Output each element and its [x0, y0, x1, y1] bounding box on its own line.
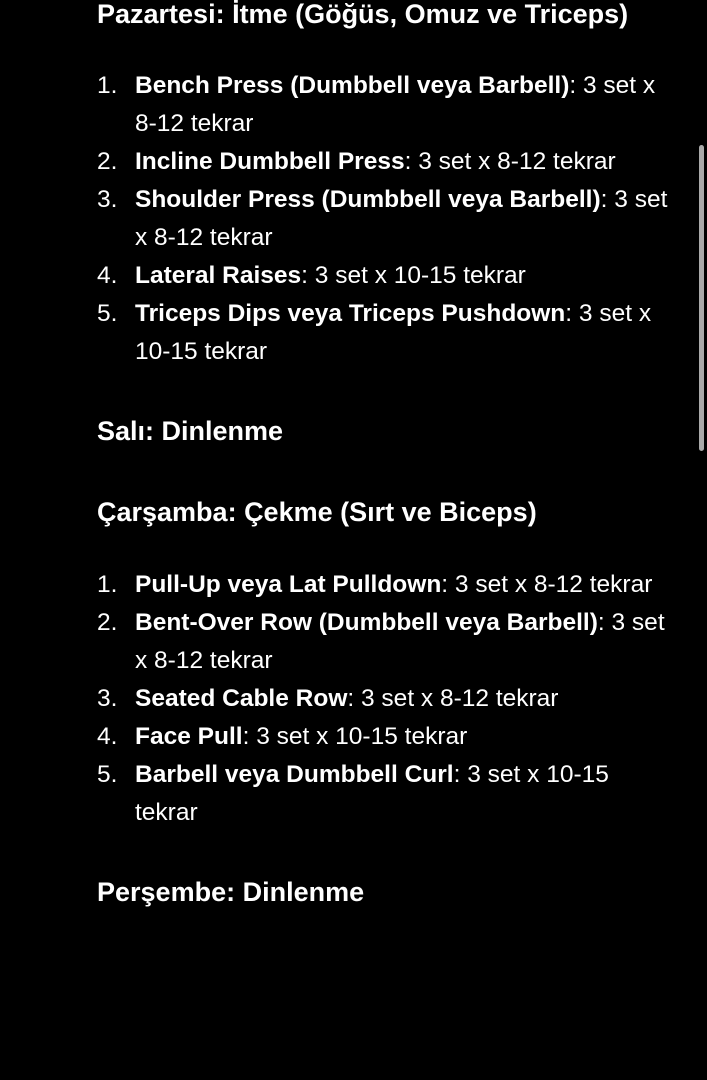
exercise-detail: : 3 set x 10-15 tekrar: [135, 761, 609, 826]
list-item: [97, 181, 677, 257]
monday-exercise-list: [97, 67, 677, 371]
list-item: [97, 718, 677, 756]
list-item-number: 1.: [97, 571, 118, 598]
list-item-number: 1.: [97, 72, 118, 99]
exercise-detail: : 3 set x 10-15 tekrar: [301, 262, 526, 289]
list-item-number: 2.: [97, 148, 118, 175]
monday-heading: Pazartesi: İtme (Göğüs, Omuz ve Triceps): [97, 0, 629, 29]
list-item: [97, 566, 677, 604]
exercise-name: Seated Cable Row: [135, 685, 348, 712]
thursday-heading: Perşembe: Dinlenme: [97, 877, 365, 907]
list-item-number: 5.: [97, 761, 118, 788]
list-item: [97, 604, 677, 680]
exercise-detail: : 3 set x 10-15 tekrar: [135, 300, 652, 365]
wednesday-heading: Çarşamba: Çekme (Sırt ve Biceps): [97, 497, 537, 527]
exercise-name: Pull-Up veya Lat Pulldown: [135, 571, 442, 598]
list-item: [97, 295, 677, 371]
list-item: [97, 756, 677, 832]
list-item-number: 2.: [97, 609, 118, 636]
exercise-detail: : 3 set x 8-12 tekrar: [404, 148, 616, 175]
exercise-detail: : 3 set x 8-12 tekrar: [135, 609, 665, 674]
list-item-number: 4.: [97, 723, 118, 750]
exercise-name: Bent-Over Row (Dumbbell veya Barbell): [135, 609, 598, 636]
list-item: [97, 67, 677, 143]
list-item-number: 4.: [97, 262, 118, 289]
exercise-detail: : 3 set x 8-12 tekrar: [347, 685, 559, 712]
tuesday-heading: Salı: Dinlenme: [97, 416, 284, 446]
list-item-number: 3.: [97, 685, 118, 712]
exercise-detail: : 3 set x 8-12 tekrar: [135, 186, 668, 251]
exercise-name: Shoulder Press (Dumbbell veya Barbell): [135, 186, 601, 213]
exercise-detail: : 3 set x 8-12 tekrar: [135, 72, 656, 137]
list-item: [97, 680, 677, 718]
list-item: [97, 143, 677, 181]
workout-plan-content: [97, 0, 677, 915]
list-item-number: 5.: [97, 300, 118, 327]
exercise-name: Barbell veya Dumbbell Curl: [135, 761, 454, 788]
exercise-name: Triceps Dips veya Triceps Pushdown: [135, 300, 566, 327]
exercise-name: Lateral Raises: [135, 262, 302, 289]
list-item-number: 3.: [97, 186, 118, 213]
exercise-name: Face Pull: [135, 723, 243, 750]
wednesday-exercise-list: [97, 566, 677, 832]
list-item: [97, 257, 677, 295]
exercise-detail: : 3 set x 8-12 tekrar: [441, 571, 653, 598]
exercise-detail: : 3 set x 10-15 tekrar: [242, 723, 468, 750]
exercise-name: Bench Press (Dumbbell veya Barbell): [135, 72, 570, 99]
exercise-name: Incline Dumbbell Press: [135, 148, 405, 175]
vertical-scrollbar[interactable]: [699, 145, 704, 451]
